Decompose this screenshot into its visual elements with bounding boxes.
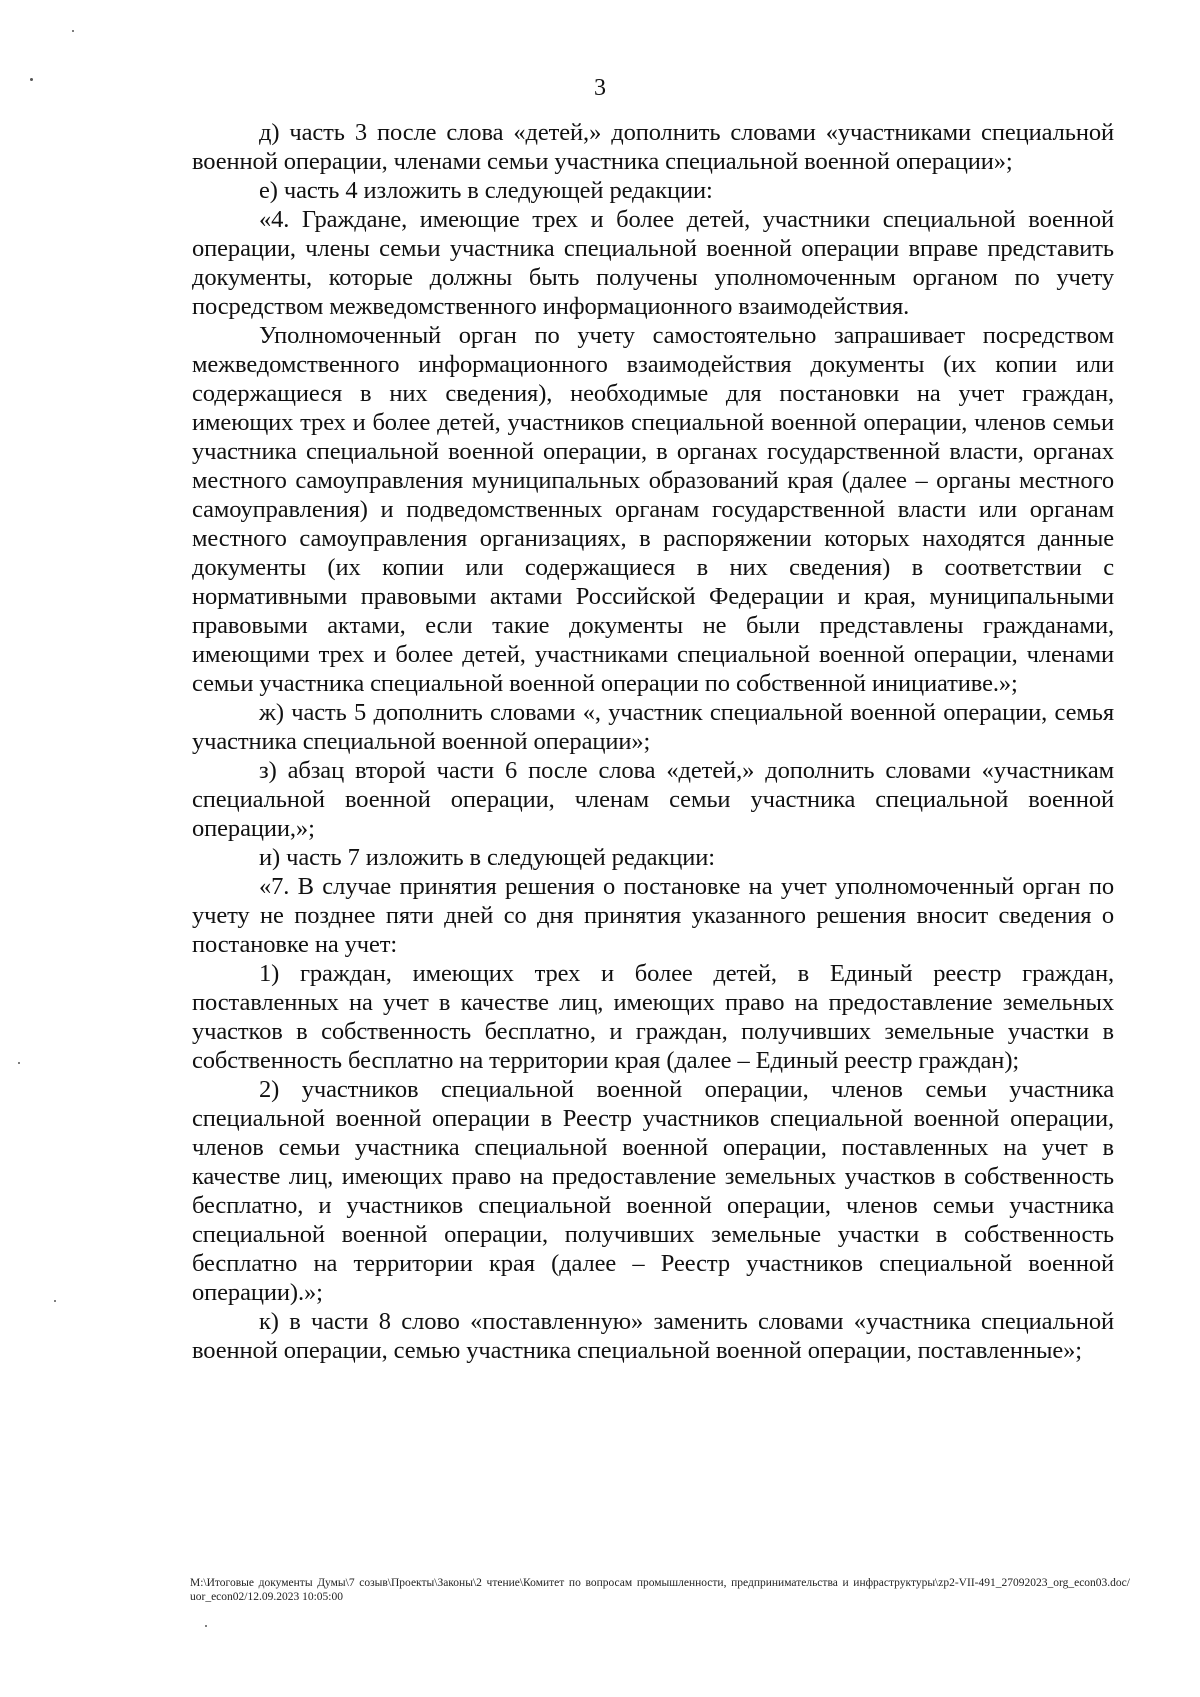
paragraph-part-4-second: Уполномоченный орган по учету самостоятельно запрашивает посредством межведомственного информационного взаимодействия документы (их копии или содержащиеся в них сведения), необходимые для постановки на учет граждан, имеющих трех и более детей, участников специальной военной операции, членов семьи участника специальной военной операции, в органах государственной власти, органах местного самоуправления муниципальных образований края (далее – органы местного самоуправления) и подведомственных органам государственной власти или органам местного самоуправления организациях, в распоряжении которых находятся данные документы (их копии или содержащиеся в них сведения) в соответствии с нормативными правовыми актами Российской Федерации и края, муниципальными правовыми актами, если такие документы не были представлены гражданами, имеющими трех и более детей, участниками специальной военной операции, членами семьи участника специальной военной операции по собственной инициативе.»; bbox=[192, 322, 1114, 697]
paragraph-z: з) абзац второй части 6 после слова «детей,» дополнить словами «участникам специальной военной операции, членам семьи участника специальной военной операции,»; bbox=[192, 757, 1114, 842]
scan-speck bbox=[54, 1300, 56, 1302]
document-body bbox=[192, 118, 1114, 1365]
paragraph-e: е) часть 4 изложить в следующей редакции: bbox=[259, 177, 713, 204]
scan-speck bbox=[30, 78, 33, 81]
paragraph-d: д) часть 3 после слова «детей,» дополнить словами «участниками специальной военной операции, членами семьи участника специальной военной операции»; bbox=[192, 119, 1114, 175]
paragraph-part-4-first: «4. Граждане, имеющие трех и более детей, участники специальной военной операции, члены семьи участника специальной военной операции вправе представить документы, которые должны быть получены уполномоченным органом по учету посредством межведомственного информационного взаимодействия. bbox=[192, 206, 1114, 320]
page-number: 3 bbox=[594, 75, 606, 101]
scan-speck bbox=[72, 30, 74, 32]
paragraph-i: и) часть 7 изложить в следующей редакции: bbox=[259, 844, 715, 871]
paragraph-part-7-intro: «7. В случае принятия решения о постановке на учет уполномоченный орган по учету не позднее пяти дней со дня принятия указанного решения вносит сведения о постановке на учет: bbox=[192, 873, 1114, 958]
scan-speck bbox=[205, 1625, 207, 1627]
scan-speck bbox=[18, 1062, 20, 1064]
paragraph-k: к) в части 8 слово «поставленную» заменить словами «участника специальной военной операции, семью участника специальной военной операции, поставленные»; bbox=[192, 1308, 1114, 1364]
paragraph-part-7-item-1: 1) граждан, имеющих трех и более детей, в Единый реестр граждан, поставленных на учет в качестве лиц, имеющих право на предоставление земельных участков в собственность бесплатно, и граждан, получивших земельные участки в собственность бесплатно на территории края (далее – Единый реестр граждан); bbox=[192, 960, 1114, 1074]
paragraph-part-7-item-2: 2) участников специальной военной операции, членов семьи участника специальной военной операции в Реестр участников специальной военной операции, членов семьи участника специальной военной операции, поставленных на учет в качестве лиц, имеющих право на предоставление земельных участков в собственность бесплатно, и участников специальной военной операции, членов семьи участника специальной военной операции, получивших земельные участки в собственность бесплатно на территории края (далее – Реестр участников специальной военной операции).»; bbox=[192, 1076, 1114, 1306]
paragraph-zh: ж) часть 5 дополнить словами «, участник специальной военной операции, семья участника специальной военной операции»; bbox=[192, 699, 1114, 755]
file-path-footer: M:\Итоговые документы Думы\7 созыв\Проекты\Законы\2 чтение\Комитет по вопросам промышленности, предпринимательства и инфраструктуры\zp2-VII-491_27092023_org_econ03.doc/ uor_econ02/12.09.2023 10:05:00 bbox=[190, 1577, 1130, 1603]
